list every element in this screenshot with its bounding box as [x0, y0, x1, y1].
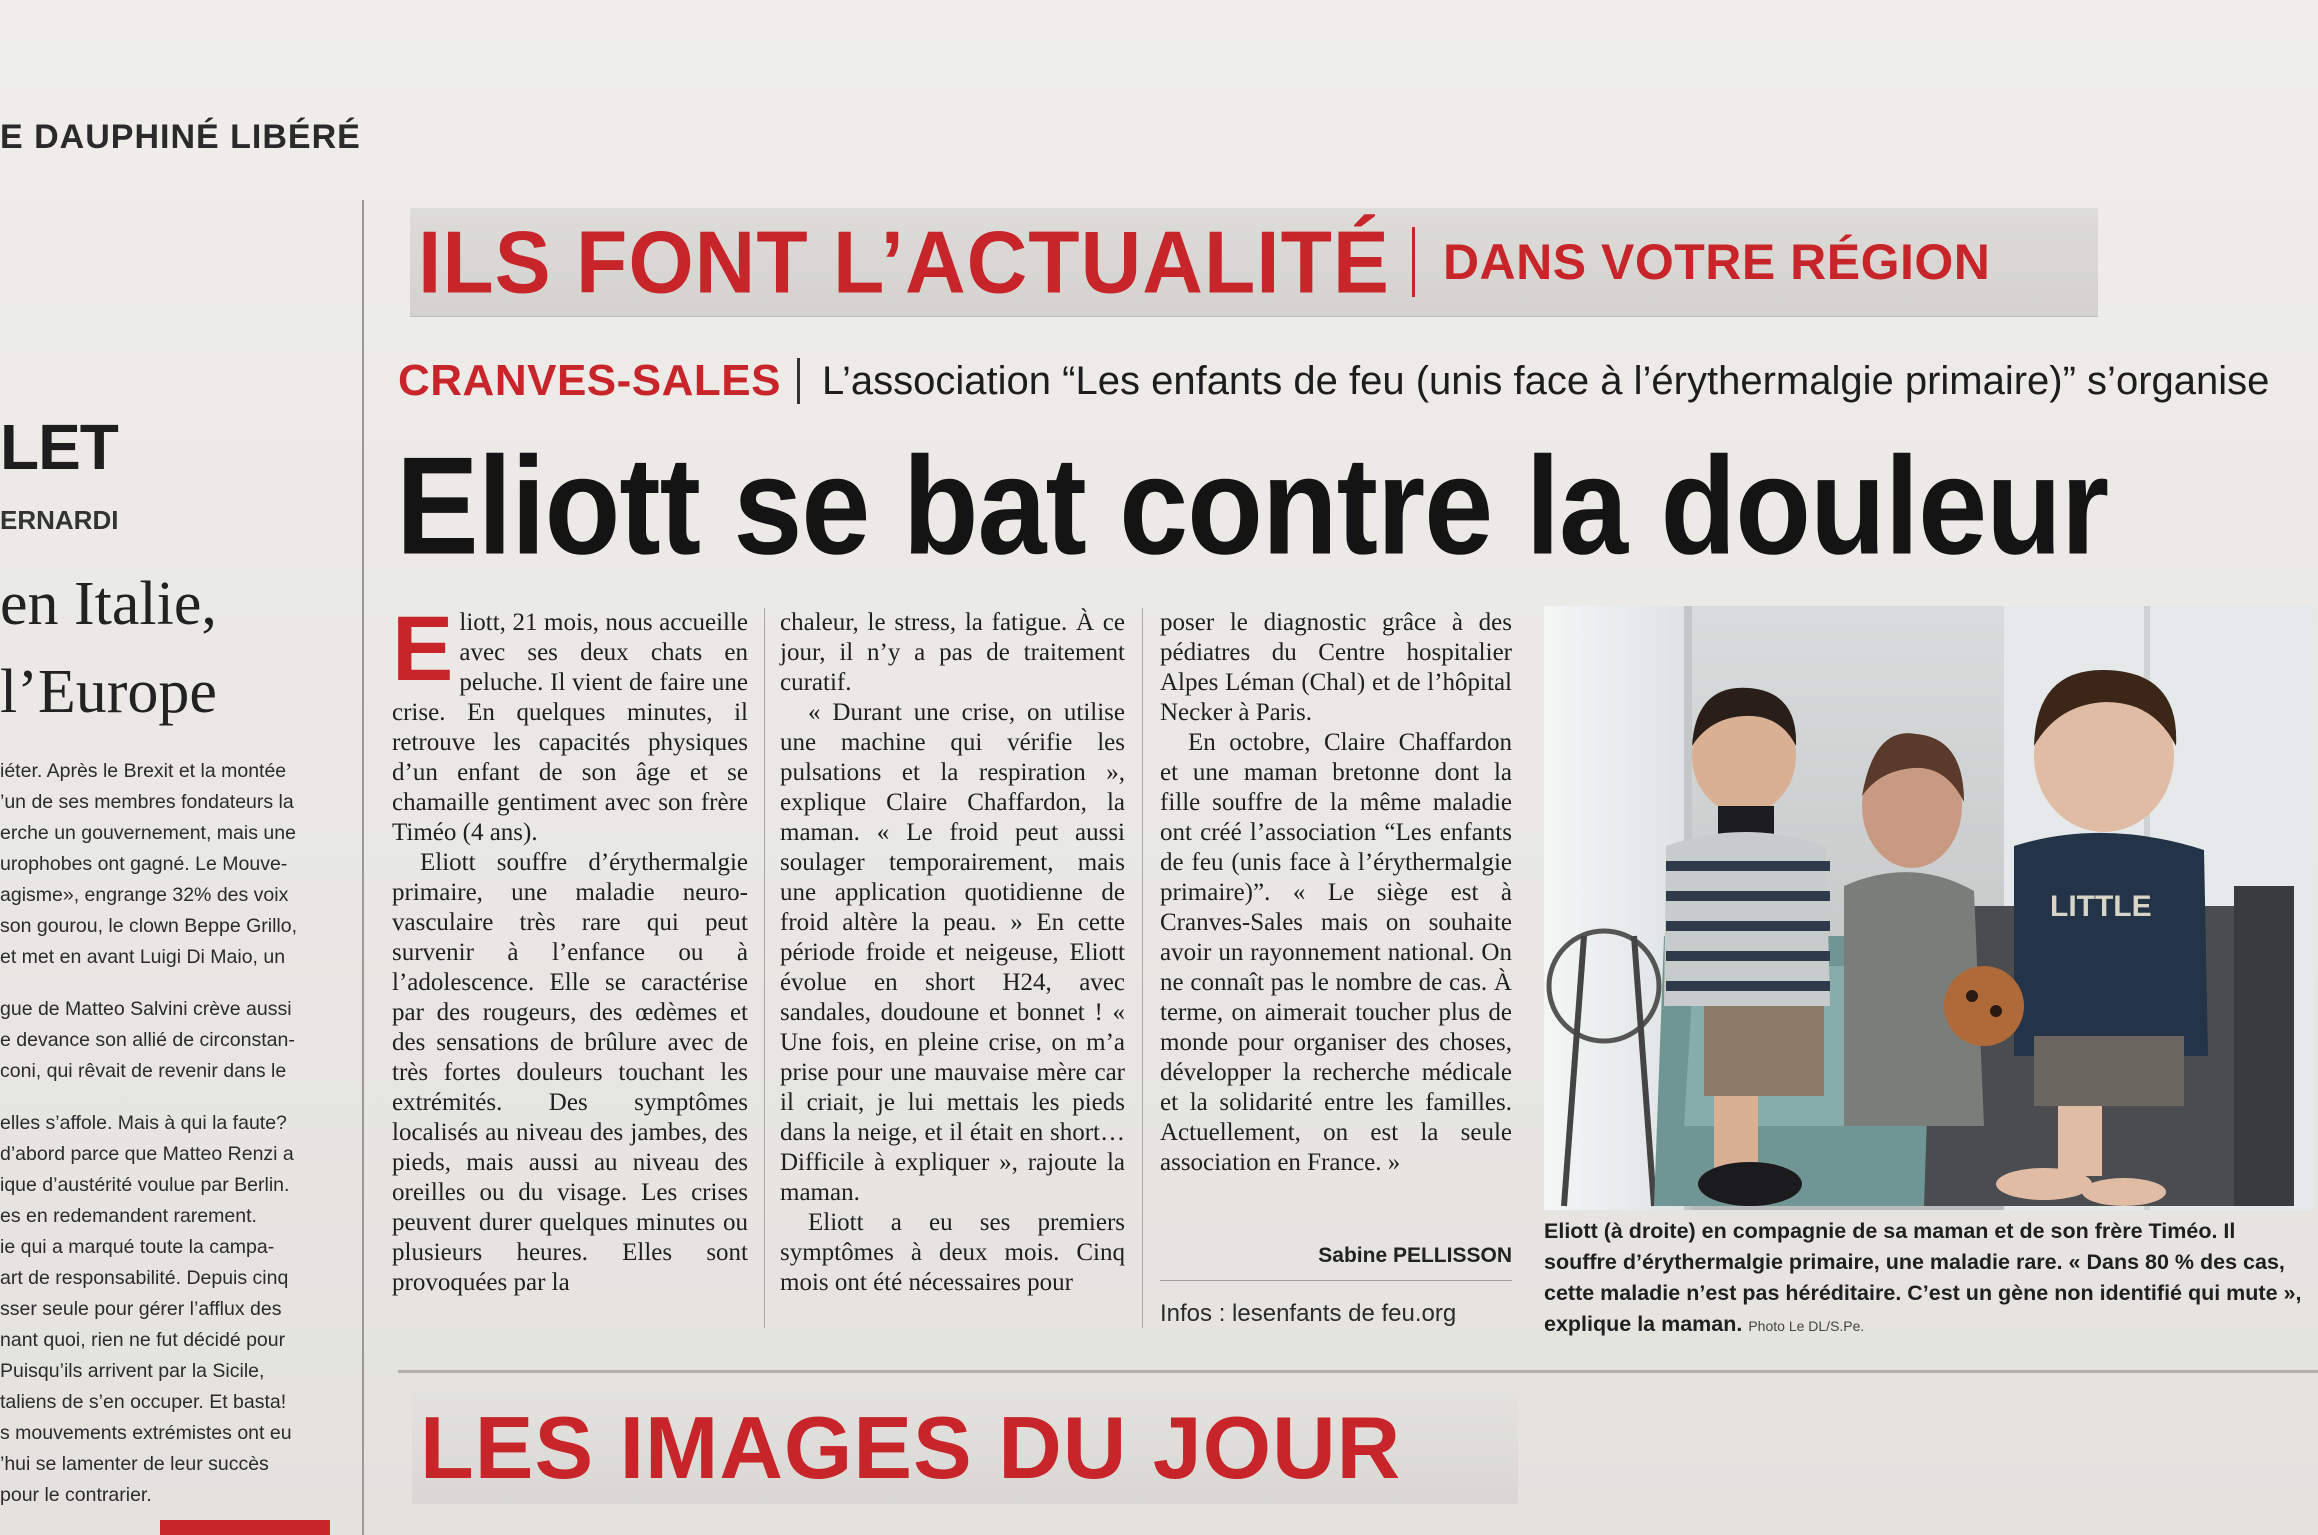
left-body-line: Puisqu’ils arrivent par la Sicile, [0, 1360, 265, 1382]
left-body-line: gue de Matteo Salvini crève aussi [0, 998, 292, 1020]
left-article-body [0, 756, 328, 1511]
paragraph-gap [0, 973, 328, 994]
column-rule [764, 608, 765, 1328]
left-article-byline: ERNARDI [0, 505, 119, 535]
article-photo [1544, 606, 2314, 1210]
left-title-line: l’Europe [0, 658, 217, 726]
photo-shirt-text: LITTLE [2050, 890, 2152, 923]
left-body-line: agisme», engrange 32% des voix [0, 884, 289, 906]
article-paragraph: chaleur, le stress, la fatigue. À ce jour, il n’y a pas de traitement curatif. [780, 609, 1125, 696]
left-title-line: en Italie, [0, 570, 217, 638]
left-body-line: art de responsabilité. Depuis cinq [0, 1267, 289, 1289]
photo-illustration [1544, 606, 2314, 1210]
article-kicker-row [398, 356, 2278, 406]
article-location: CRANVES-SALES [398, 356, 781, 405]
left-body-line: elles s’affole. Mais à qui la faute? [0, 1112, 287, 1134]
article-column-3 [1160, 608, 1512, 1178]
left-article-title [0, 560, 335, 736]
left-body-line: ie qui a marqué toute la campa- [0, 1236, 275, 1258]
column-rule [1142, 608, 1143, 1328]
left-body-line: s mouvements extrémistes ont eu [0, 1422, 292, 1444]
left-body-line: nant quoi, rien ne fut décidé pour [0, 1329, 286, 1351]
caption-text: Eliott (à droite) en compagnie de sa maman et de son frère Timéo. Il souffre d’érythermalgie primaire, une maladie rare. « Dans 80 % des cas, cette maladie n’est pas héréditaire. C’est un gène non identifié qui mute », explique la maman. [1544, 1219, 2302, 1336]
left-body-line: et met en avant Luigi Di Maio, un [0, 946, 286, 968]
section-banner-title: ILS FONT L’ACTUALITÉ [418, 212, 1390, 311]
article-paragraph: Eliott a eu ses premiers symptômes à deux mois. Cinq mois ont été nécessaires pour [780, 1209, 1125, 1296]
left-body-line: ’hui se lamenter de leur succès [0, 1453, 269, 1475]
left-article-kicker: LET [0, 411, 118, 483]
article-paragraph: poser le diagnostic grâce à des pédiatres du Centre hospitalier Alpes Léman (Chal) et de l’hôpital Necker à Paris. [1160, 609, 1512, 726]
signature-rule [1160, 1280, 1512, 1281]
article-column-2 [780, 608, 1125, 1298]
left-body-line: d’abord parce que Matteo Renzi a [0, 1143, 294, 1165]
left-body-line: pour le contrarier. [0, 1484, 152, 1506]
newspaper-masthead: E DAUPHINÉ LIBÉRÉ [0, 118, 361, 156]
section-banner [410, 208, 2098, 316]
kicker-separator [797, 358, 800, 404]
left-body-line: iéter. Après le Brexit et la montée [0, 760, 287, 782]
left-body-line: ’un de ses membres fondateurs la [0, 791, 294, 813]
left-body-line: e devance son allié de circonstan- [0, 1029, 295, 1051]
article-infos: Infos : lesenfants de feu.org [1160, 1300, 1457, 1327]
left-body-line: sser seule pour gérer l’afflux des [0, 1298, 282, 1320]
left-body-line: urophobes ont gagné. Le Mouve- [0, 853, 288, 875]
section-rule [398, 1370, 2318, 1373]
article-paragraph: Eliott souffre d’érythermalgie primaire, une maladie neuro-vasculaire très rare qui peut survenir à l’enfance ou à l’adolescence. Elle se caractérise par des rougeurs, des œdèmes et des sensations de brûlure avec de très fortes douleurs touchant les extrémités. Des symptômes localisés au niveau des jambes, des pieds, mais aussi au niveau des oreilles ou du visage. Les crises peuvent durer quelques minutes ou plusieurs heures. Elles sont provoquées par la [392, 849, 748, 1296]
photo-caption [1544, 1216, 2314, 1342]
article-paragraph [392, 598, 748, 848]
article-headline: Eliott se bat contre la douleur [396, 429, 2109, 584]
paragraph-gap [0, 1087, 328, 1108]
next-section-title: LES IMAGES DU JOUR [420, 1398, 1402, 1497]
left-body-line: erche un gouvernement, mais une [0, 822, 296, 844]
left-body-line: son gourou, le clown Beppe Grillo, [0, 915, 298, 937]
article-kicker: L’association “Les enfants de feu (unis face à l’érythermalgie primaire)” s’organise [822, 358, 2270, 403]
article-paragraph: En octobre, Claire Chaffardon et une maman bretonne dont la fille souffre de la même maladie ont créé l’association “Les enfants de feu (unis face à l’érythermalgie primaire)”. « Le siège est à Cranves-Sales mais on souhaite avoir un rayonnement national. On ne connaît pas le nombre de cas. À terme, on aimerait toucher plus de monde pour organiser des choses, développer la recherche médicale et la solidarité entre les familles. Actuellement, on est la seule association en France. » [1160, 729, 1512, 1176]
left-body-line: es en redemandent rarement. [0, 1205, 257, 1227]
section-banner-subtitle: DANS VOTRE RÉGION [1442, 234, 1991, 290]
banner-separator [1412, 227, 1415, 297]
column-divider [362, 200, 364, 1535]
article-column-1 [392, 598, 748, 1298]
article-paragraph: « Durant une crise, on utilise une machine qui vérifie les pulsations et la respiration », explique Claire Chaffardon, la maman. « Le froid peut aussi soulager temporairement, mais une application quotidienne de froid altère la peau. » En cette période froide et neigeuse, Eliott évolue en short H24, avec sandales, doudoune et bonnet ! « Une fois, en pleine crise, on m’a prise pour une mauvaise mère car il criait, je lui mettais les pieds dans la neige, et il était en short… Difficile à expliquer », rajoute la maman. [780, 699, 1125, 1206]
photo-credit: Photo Le DL/S.Pe. [1748, 1318, 1865, 1334]
left-body-line: ique d’austérité voulue par Berlin. [0, 1174, 290, 1196]
left-body-line: taliens de s’en occuper. Et basta! [0, 1391, 287, 1413]
left-body-line: coni, qui rêvait de revenir dans le [0, 1060, 287, 1082]
red-bar [160, 1520, 330, 1535]
paragraph-text: liott, 21 mois, nous accueille avec ses deux chats en peluche. Il vient de faire une crise. En quelques minutes, il retrouve les capacités physiques d’un enfant de son âge et se chamaille gentiment avec son frère Timéo (4 ans). [392, 609, 748, 846]
drop-cap: E [392, 598, 454, 700]
article-signature: Sabine PELLISSON [1318, 1244, 1512, 1267]
next-section-banner [412, 1392, 1518, 1504]
